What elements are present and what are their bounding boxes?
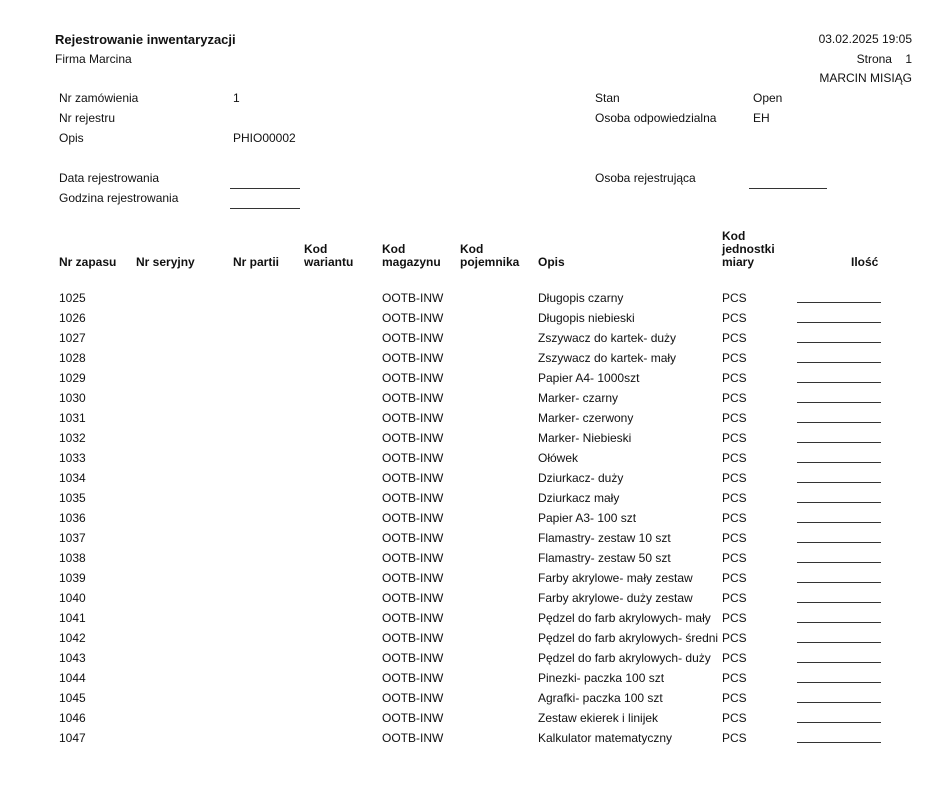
quantity-field-line <box>797 602 881 603</box>
location-code-cell: OOTB-INW <box>382 571 444 585</box>
table-row <box>0 691 947 711</box>
quantity-field-line <box>797 562 881 563</box>
description-cell: Pędzel do farb akrylowych- duży <box>538 651 711 665</box>
responsible-value: EH <box>753 111 770 125</box>
quantity-field-line <box>797 502 881 503</box>
location-code-cell: OOTB-INW <box>382 551 444 565</box>
quantity-field-line <box>797 302 881 303</box>
description-cell: Agrafki- paczka 100 szt <box>538 691 663 705</box>
item-no-cell: 1040 <box>59 591 86 605</box>
location-code-cell: OOTB-INW <box>382 691 444 705</box>
table-row <box>0 371 947 391</box>
description-cell: Flamastry- zestaw 50 szt <box>538 551 671 565</box>
description-cell: Marker- czarny <box>538 391 619 405</box>
table-row <box>0 571 947 591</box>
quantity-field-line <box>797 442 881 443</box>
table-row <box>0 411 947 431</box>
quantity-field-line <box>797 402 881 403</box>
uom-cell: PCS <box>722 611 747 625</box>
quantity-field-line <box>797 362 881 363</box>
col-bin-code: Kod pojemnika <box>460 242 520 269</box>
reg-date-field-line <box>230 188 300 189</box>
quantity-field-line <box>797 462 881 463</box>
table-row <box>0 631 947 651</box>
col-uom-code: Kod jednostki miary <box>722 229 775 269</box>
item-no-cell: 1026 <box>59 311 86 325</box>
item-no-cell: 1047 <box>59 731 86 745</box>
location-code-cell: OOTB-INW <box>382 411 444 425</box>
table-row <box>0 611 947 631</box>
table-row <box>0 431 947 451</box>
location-code-cell: OOTB-INW <box>382 291 444 305</box>
quantity-field-line <box>797 482 881 483</box>
item-no-cell: 1036 <box>59 511 86 525</box>
item-no-cell: 1033 <box>59 451 86 465</box>
table-row <box>0 731 947 751</box>
description-cell: Zszywacz do kartek- mały <box>538 351 677 365</box>
location-code-cell: OOTB-INW <box>382 311 444 325</box>
uom-cell: PCS <box>722 351 747 365</box>
reg-date-label: Data rejestrowania <box>59 171 160 185</box>
description-cell: Zszywacz do kartek- duży <box>538 331 677 345</box>
location-code-cell: OOTB-INW <box>382 471 444 485</box>
quantity-field-line <box>797 702 881 703</box>
table-row <box>0 451 947 471</box>
description-cell: Pędzel do farb akrylowych- średni <box>538 631 719 645</box>
table-row <box>0 651 947 671</box>
uom-cell: PCS <box>722 511 747 525</box>
quantity-field-line <box>797 622 881 623</box>
uom-cell: PCS <box>722 411 747 425</box>
description-cell: Farby akrylowe- duży zestaw <box>538 591 693 605</box>
table-row <box>0 391 947 411</box>
table-row <box>0 671 947 691</box>
quantity-field-line <box>797 682 881 683</box>
item-no-cell: 1028 <box>59 351 86 365</box>
location-code-cell: OOTB-INW <box>382 591 444 605</box>
uom-cell: PCS <box>722 491 747 505</box>
quantity-field-line <box>797 662 881 663</box>
item-no-cell: 1038 <box>59 551 86 565</box>
location-code-cell: OOTB-INW <box>382 511 444 525</box>
description-cell: Długopis niebieski <box>538 311 635 325</box>
description-cell: Dziurkacz mały <box>538 491 620 505</box>
report-datetime: 03.02.2025 19:05 <box>818 32 912 46</box>
uom-cell: PCS <box>722 651 747 665</box>
col-item-no: Nr zapasu <box>59 255 117 269</box>
location-code-cell: OOTB-INW <box>382 631 444 645</box>
quantity-field-line <box>797 422 881 423</box>
quantity-field-line <box>797 582 881 583</box>
uom-cell: PCS <box>722 551 747 565</box>
location-code-cell: OOTB-INW <box>382 331 444 345</box>
item-no-cell: 1030 <box>59 391 86 405</box>
location-code-cell: OOTB-INW <box>382 371 444 385</box>
table-row <box>0 551 947 571</box>
location-code-cell: OOTB-INW <box>382 651 444 665</box>
page-indicator <box>857 52 912 66</box>
description-cell: Dziurkacz- duży <box>538 471 624 485</box>
uom-cell: PCS <box>722 631 747 645</box>
location-code-cell: OOTB-INW <box>382 351 444 365</box>
responsible-label: Osoba odpowiedzialna <box>595 111 717 125</box>
item-no-cell: 1027 <box>59 331 86 345</box>
reg-time-label: Godzina rejestrowania <box>59 191 179 205</box>
quantity-field-line <box>797 382 881 383</box>
table-row <box>0 331 947 351</box>
location-code-cell: OOTB-INW <box>382 731 444 745</box>
item-no-cell: 1045 <box>59 691 86 705</box>
item-no-cell: 1044 <box>59 671 86 685</box>
location-code-cell: OOTB-INW <box>382 451 444 465</box>
table-row <box>0 291 947 311</box>
item-no-cell: 1041 <box>59 611 86 625</box>
page-label: Strona <box>856 52 892 66</box>
report-user: MARCIN MISIĄG <box>819 71 912 85</box>
item-no-cell: 1032 <box>59 431 86 445</box>
table-row <box>0 471 947 491</box>
quantity-field-line <box>797 322 881 323</box>
quantity-field-line <box>797 742 881 743</box>
uom-cell: PCS <box>722 451 747 465</box>
description-cell: Flamastry- zestaw 10 szt <box>538 531 671 545</box>
uom-cell: PCS <box>722 431 747 445</box>
col-lot-no: Nr partii <box>233 255 280 269</box>
item-no-cell: 1046 <box>59 711 86 725</box>
col-variant-code: Kod wariantu <box>304 242 354 269</box>
description-cell: Zestaw ekierek i linijek <box>538 711 659 725</box>
description-cell: Farby akrylowe- mały zestaw <box>538 571 693 585</box>
col-quantity: Ilość <box>851 255 879 269</box>
item-no-cell: 1029 <box>59 371 86 385</box>
description-label: Opis <box>59 131 84 145</box>
quantity-field-line <box>797 342 881 343</box>
uom-cell: PCS <box>722 311 747 325</box>
quantity-field-line <box>797 542 881 543</box>
uom-cell: PCS <box>722 731 747 745</box>
uom-cell: PCS <box>722 331 747 345</box>
uom-cell: PCS <box>722 591 747 605</box>
table-row <box>0 591 947 611</box>
order-no-value: 1 <box>233 91 240 105</box>
page-number: 1 <box>905 52 912 66</box>
report-title: Rejestrowanie inwentaryzacji <box>55 32 236 47</box>
reg-time-field-line <box>230 208 300 209</box>
description-cell: Pinezki- paczka 100 szt <box>538 671 665 685</box>
table-row <box>0 491 947 511</box>
item-no-cell: 1031 <box>59 411 86 425</box>
status-label: Stan <box>595 91 620 105</box>
uom-cell: PCS <box>722 371 747 385</box>
table-row <box>0 351 947 371</box>
description-cell: Marker- Niebieski <box>538 431 632 445</box>
uom-cell: PCS <box>722 291 747 305</box>
item-no-cell: 1039 <box>59 571 86 585</box>
company-name: Firma Marcina <box>55 52 132 66</box>
location-code-cell: OOTB-INW <box>382 391 444 405</box>
description-cell: Kalkulator matematyczny <box>538 731 673 745</box>
item-no-cell: 1042 <box>59 631 86 645</box>
uom-cell: PCS <box>722 711 747 725</box>
description-cell: Papier A4- 1000szt <box>538 371 640 385</box>
item-no-cell: 1025 <box>59 291 86 305</box>
col-description: Opis <box>538 255 565 269</box>
registering-person-label: Osoba rejestrująca <box>595 171 696 185</box>
item-no-cell: 1037 <box>59 531 86 545</box>
description-value: PHIO00002 <box>233 131 296 145</box>
item-no-cell: 1043 <box>59 651 86 665</box>
quantity-field-line <box>797 522 881 523</box>
description-cell: Pędzel do farb akrylowych- mały <box>538 611 711 625</box>
col-location-code: Kod magazynu <box>382 242 441 269</box>
uom-cell: PCS <box>722 471 747 485</box>
status-value: Open <box>753 91 783 105</box>
register-no-label: Nr rejestru <box>59 111 116 125</box>
quantity-field-line <box>797 642 881 643</box>
table-row <box>0 511 947 531</box>
quantity-field-line <box>797 722 881 723</box>
description-cell: Ołówek <box>538 451 579 465</box>
item-no-cell: 1034 <box>59 471 86 485</box>
location-code-cell: OOTB-INW <box>382 711 444 725</box>
table-row <box>0 531 947 551</box>
order-no-label: Nr zamówienia <box>59 91 139 105</box>
description-cell: Marker- czerwony <box>538 411 634 425</box>
description-cell: Długopis czarny <box>538 291 624 305</box>
table-row <box>0 711 947 731</box>
location-code-cell: OOTB-INW <box>382 431 444 445</box>
table-row <box>0 311 947 331</box>
col-serial-no: Nr seryjny <box>136 255 195 269</box>
location-code-cell: OOTB-INW <box>382 611 444 625</box>
uom-cell: PCS <box>722 391 747 405</box>
location-code-cell: OOTB-INW <box>382 531 444 545</box>
uom-cell: PCS <box>722 531 747 545</box>
location-code-cell: OOTB-INW <box>382 671 444 685</box>
registering-person-field-line <box>749 188 827 189</box>
uom-cell: PCS <box>722 571 747 585</box>
description-cell: Papier A3- 100 szt <box>538 511 637 525</box>
uom-cell: PCS <box>722 691 747 705</box>
uom-cell: PCS <box>722 671 747 685</box>
item-no-cell: 1035 <box>59 491 86 505</box>
location-code-cell: OOTB-INW <box>382 491 444 505</box>
